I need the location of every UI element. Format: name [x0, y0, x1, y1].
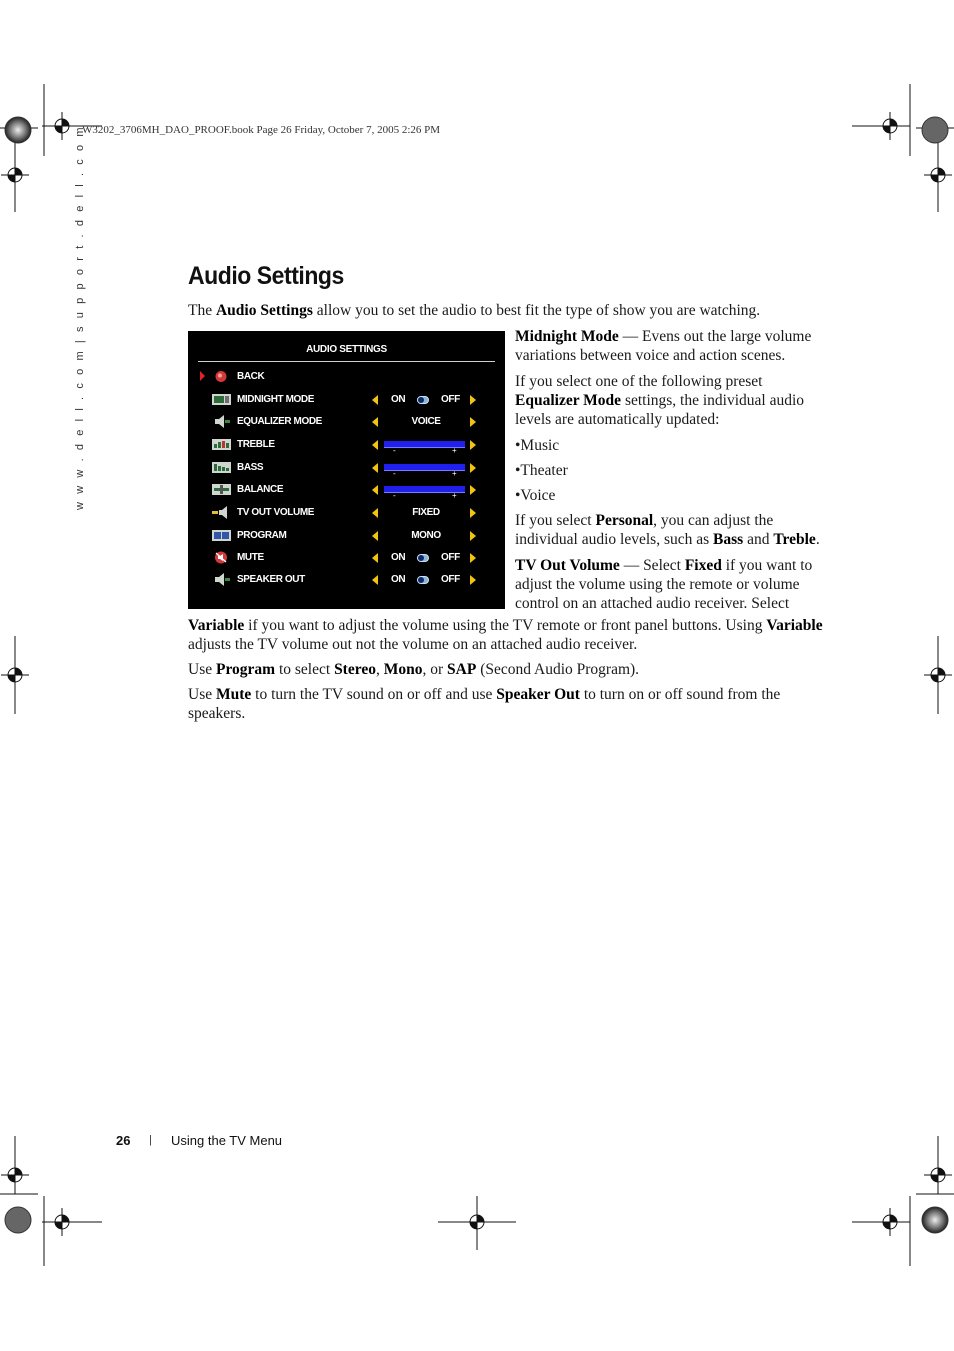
speaker-icon — [212, 415, 231, 428]
osd-row-program — [188, 526, 505, 546]
slider-minus-label: - — [393, 446, 396, 455]
slider-minus-label: - — [393, 469, 396, 478]
slider-plus-label: + — [452, 446, 457, 455]
back-icon — [212, 370, 231, 383]
bottom-text — [188, 616, 828, 729]
left-arrow-icon — [372, 485, 378, 495]
bass-icon — [212, 461, 231, 474]
osd-label-equalizer-mode: EQUALIZER MODE — [237, 416, 322, 427]
bullet-voice: •Voice — [515, 487, 556, 504]
osd-row-equalizer-mode — [188, 412, 505, 432]
program-icon — [212, 529, 231, 542]
left-arrow-icon — [372, 553, 378, 563]
bullet-music: •Music — [515, 437, 560, 454]
page-title: Audio Settings — [188, 262, 344, 290]
osd-divider — [198, 361, 495, 362]
osd-row-tv-out-volume — [188, 503, 505, 523]
osd-row-bass — [188, 458, 505, 478]
osd-off-option: OFF — [441, 574, 460, 585]
right-arrow-icon — [470, 395, 476, 405]
left-arrow-icon — [372, 463, 378, 473]
footer-separator: | — [149, 1134, 152, 1146]
right-arrow-icon — [470, 553, 476, 563]
right-arrow-icon — [470, 440, 476, 450]
variable-description: Variable if you want to adjust the volume using the TV remote or front panel buttons. Using Variable adjusts the TV volume out not the volume on an attached audio receiver. — [188, 617, 823, 653]
mute-description: Use Mute to turn the TV sound on or off and use Speaker Out to turn on or off sound from the speakers. — [188, 686, 781, 722]
osd-value-equalizer: VOICE — [411, 416, 441, 427]
left-arrow-icon — [372, 440, 378, 450]
osd-label-mute: MUTE — [237, 552, 264, 563]
toggle-icon — [417, 396, 429, 404]
selection-pointer-icon — [200, 371, 205, 381]
osd-label-midnight-mode: MIDNIGHT MODE — [237, 394, 315, 405]
mute-icon — [212, 551, 231, 564]
toggle-icon — [417, 554, 429, 562]
osd-value-tv-out-volume: FIXED — [412, 507, 440, 518]
right-arrow-icon — [470, 417, 476, 427]
osd-label-treble: TREBLE — [237, 439, 275, 450]
right-column-text — [515, 327, 827, 620]
speaker-out-icon — [212, 573, 231, 586]
audio-settings-osd — [188, 331, 505, 609]
osd-on-option: ON — [391, 552, 406, 563]
treble-icon — [212, 438, 231, 451]
osd-off-option: OFF — [441, 552, 460, 563]
midnight-mode-icon — [212, 393, 231, 406]
tv-out-volume-icon — [212, 506, 231, 519]
osd-on-option: ON — [391, 574, 406, 585]
left-arrow-icon — [372, 508, 378, 518]
osd-row-speaker-out — [188, 570, 505, 590]
osd-label-back: BACK — [237, 371, 265, 382]
osd-off-option: OFF — [441, 394, 460, 405]
right-arrow-icon — [470, 575, 476, 585]
left-arrow-icon — [372, 417, 378, 427]
osd-row-back — [188, 367, 505, 387]
osd-value-program: MONO — [411, 530, 441, 541]
left-arrow-icon — [372, 395, 378, 405]
osd-label-balance: BALANCE — [237, 484, 284, 495]
balance-icon — [212, 483, 231, 496]
right-arrow-icon — [470, 485, 476, 495]
slider-plus-label: + — [452, 469, 457, 478]
osd-label-bass: BASS — [237, 462, 264, 473]
intro-paragraph: The Audio Settings allow you to set the audio to best fit the type of show you are watching. — [188, 302, 761, 319]
page-number: 26 — [116, 1133, 131, 1148]
proof-header: W3202_3706MH_DAO_PROOF.book Page 26 Friday, October 7, 2005 2:26 PM — [82, 124, 441, 136]
right-arrow-icon — [470, 531, 476, 541]
osd-row-mute — [188, 548, 505, 568]
tv-out-volume-description: TV Out Volume — Select Fixed if you want to adjust the volume using the remote or volume control on an attached audio receiver. Select — [515, 557, 813, 612]
osd-label-program: PROGRAM — [237, 530, 287, 541]
side-url-text: w w w . d e l l . c o m | s u p p o r t . d e l l . c o m — [74, 124, 86, 510]
toggle-icon — [417, 576, 429, 584]
bullet-theater: •Theater — [515, 462, 568, 479]
personal-description: If you select Personal, you can adjust the individual audio levels, such as Bass and Treble. — [515, 512, 820, 548]
program-description: Use Program to select Stereo, Mono, or SAP (Second Audio Program). — [188, 661, 640, 678]
osd-row-treble — [188, 435, 505, 455]
right-arrow-icon — [470, 508, 476, 518]
left-arrow-icon — [372, 531, 378, 541]
footer-section-title: Using the TV Menu — [171, 1133, 283, 1148]
osd-title: AUDIO SETTINGS — [306, 344, 387, 355]
osd-on-option: ON — [391, 394, 406, 405]
osd-label-speaker-out: SPEAKER OUT — [237, 574, 305, 585]
right-arrow-icon — [470, 463, 476, 473]
slider-minus-label: - — [393, 491, 396, 500]
osd-row-balance — [188, 480, 505, 500]
osd-row-midnight-mode — [188, 390, 505, 410]
midnight-mode-description: Midnight Mode — Evens out the large volume variations between voice and action scenes. — [515, 328, 812, 364]
slider-plus-label: + — [452, 491, 457, 500]
left-arrow-icon — [372, 575, 378, 585]
preset-description: If you select one of the following preset Equalizer Mode settings, the individual audio levels are automatically updated: — [515, 373, 805, 428]
osd-label-tv-out-volume: TV OUT VOLUME — [237, 507, 315, 518]
